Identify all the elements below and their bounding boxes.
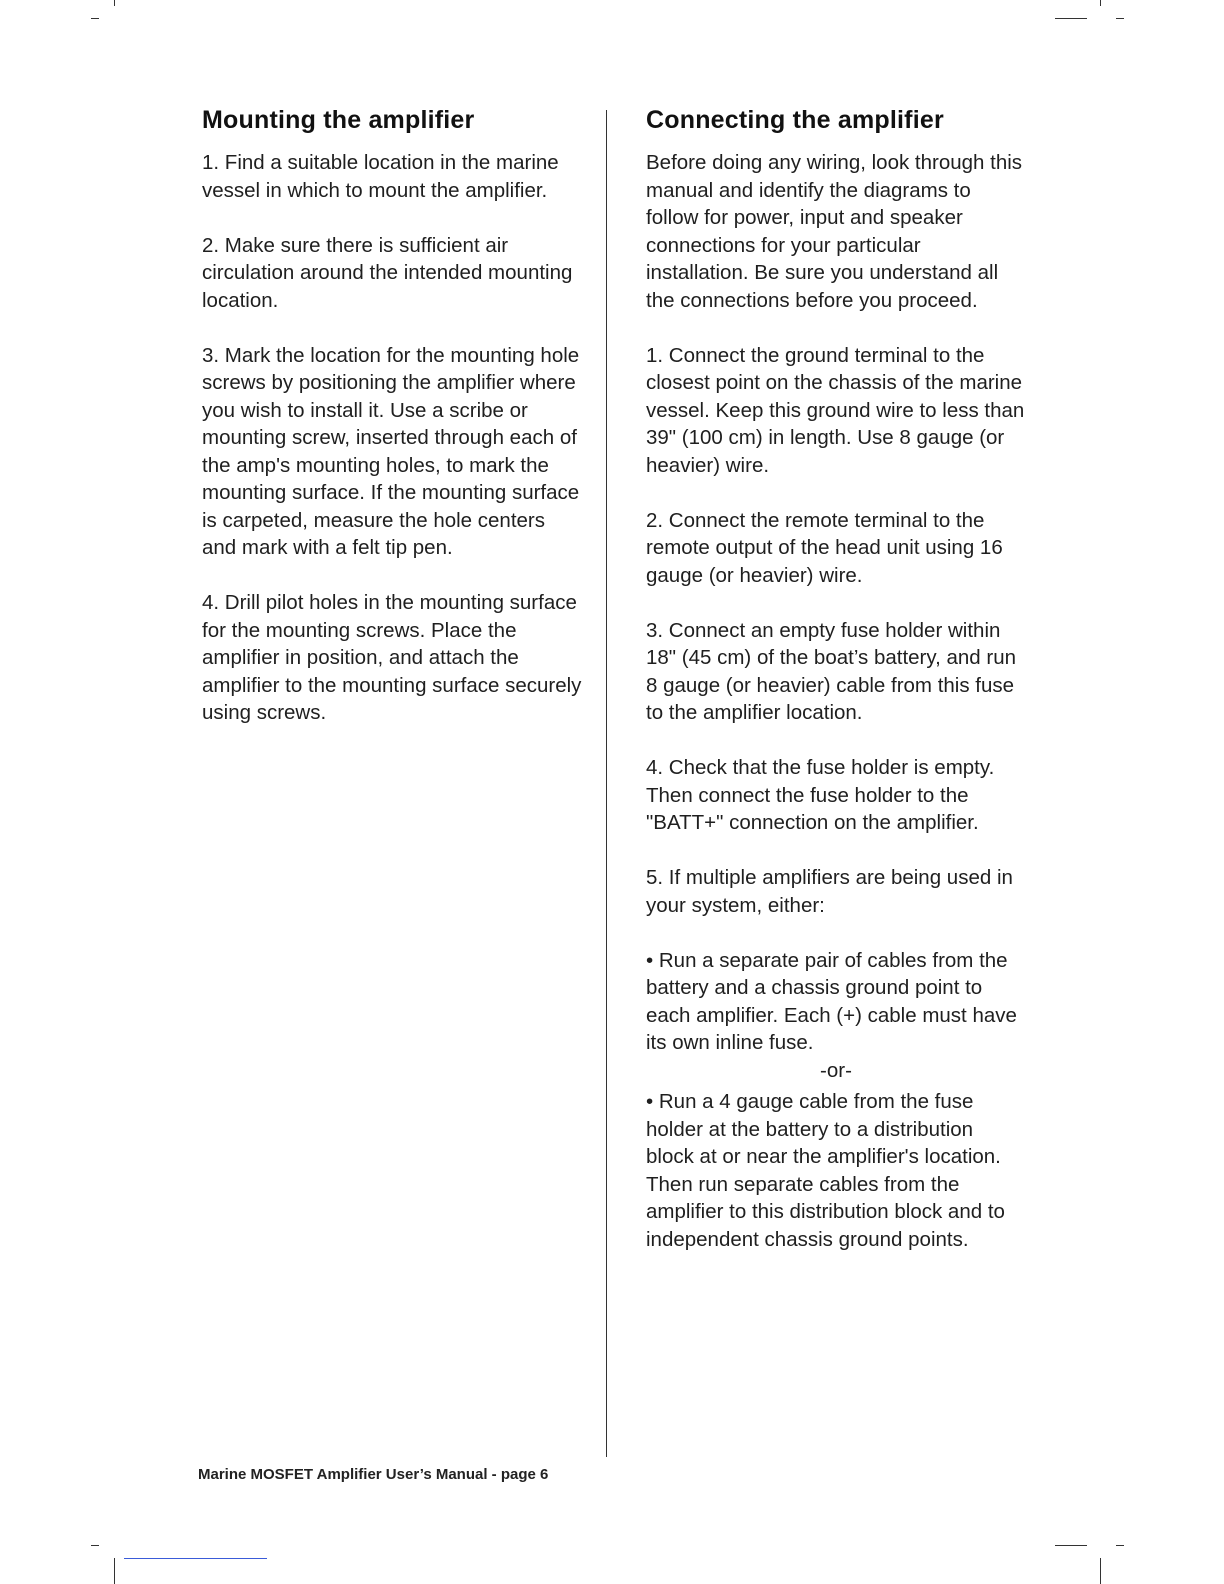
connecting-bullet-1: • Run a separate pair of cables from the battery and a chassis ground point to each amplifier. Each (+) cable must have its own inline fuse. [646, 948, 1017, 1054]
crop-mark-bottom-left-h [91, 1545, 99, 1546]
connecting-step-4: 4. Check that the fuse holder is empty. Then connect the fuse holder to the "BATT+" connection on the amplifier. [646, 756, 995, 834]
or-separator: -or- [820, 1058, 852, 1082]
crop-mark-bottom-right-h2 [1116, 1545, 1124, 1546]
page-footer: Marine MOSFET Amplifier User’s Manual - page 6 [198, 1466, 549, 1483]
column-divider [606, 110, 607, 1457]
mounting-heading: Mounting the amplifier [202, 106, 475, 134]
bottom-blue-rule [124, 1558, 267, 1559]
mounting-step-1: 1. Find a suitable location in the marine vessel in which to mount the amplifier. [202, 151, 559, 202]
crop-mark-bottom-right [1100, 1558, 1101, 1584]
mounting-step-4: 4. Drill pilot holes in the mounting surface for the mounting screws. Place the amplifier in position, and attach the amplifier to the mounting surface securely using screws. [202, 591, 582, 724]
connecting-intro: Before doing any wiring, look through this manual and identify the diagrams to follow for power, input and speaker connections for your particular installation. Be sure you understand all the connections before you proceed. [646, 151, 1023, 312]
mounting-step-3: 3. Mark the location for the mounting hole screws by positioning the amplifier where you wish to install it. Use a scribe or mounting screw, inserted through each of the amp's mounting holes, to mark the mounting surface. If the mounting surface is carpeted, measure the hole centers and mark with a felt tip pen. [202, 343, 580, 559]
connecting-column [646, 105, 1026, 1253]
connecting-heading: Connecting the amplifier [646, 106, 944, 134]
crop-mark-top-left-h [91, 18, 99, 19]
connecting-step-5: 5. If multiple amplifiers are being used in your system, either: [646, 866, 1013, 917]
crop-mark-bottom-right-h [1055, 1545, 1087, 1546]
crop-mark-top-right [1100, 0, 1101, 6]
connecting-bullet-2: • Run a 4 gauge cable from the fuse holder at the battery to a distribution block at or near the amplifier's location. Then run separate cables from the amplifier to this distribution block and to independent chassis ground points. [646, 1090, 1005, 1251]
connecting-step-1: 1. Connect the ground terminal to the closest point on the chassis of the marine vessel. Keep this ground wire to less than 39" (100 cm) in length. Use 8 gauge (or heavier) wire. [646, 343, 1025, 477]
crop-mark-top-right-h [1055, 18, 1087, 19]
connecting-step-2: 2. Connect the remote terminal to the remote output of the head unit using 16 gauge (or heavier) wire. [646, 508, 1003, 587]
crop-mark-top-left [114, 0, 115, 6]
mounting-step-2: 2. Make sure there is sufficient air circulation around the intended mounting location. [202, 233, 573, 312]
crop-mark-bottom-left [114, 1558, 115, 1584]
crop-mark-top-right-h2 [1116, 18, 1124, 19]
mounting-column [202, 105, 582, 754]
connecting-step-3: 3. Connect an empty fuse holder within 18" (45 cm) of the boat’s battery, and run 8 gauge (or heavier) cable from this fuse to the amplifier location. [646, 618, 1017, 724]
